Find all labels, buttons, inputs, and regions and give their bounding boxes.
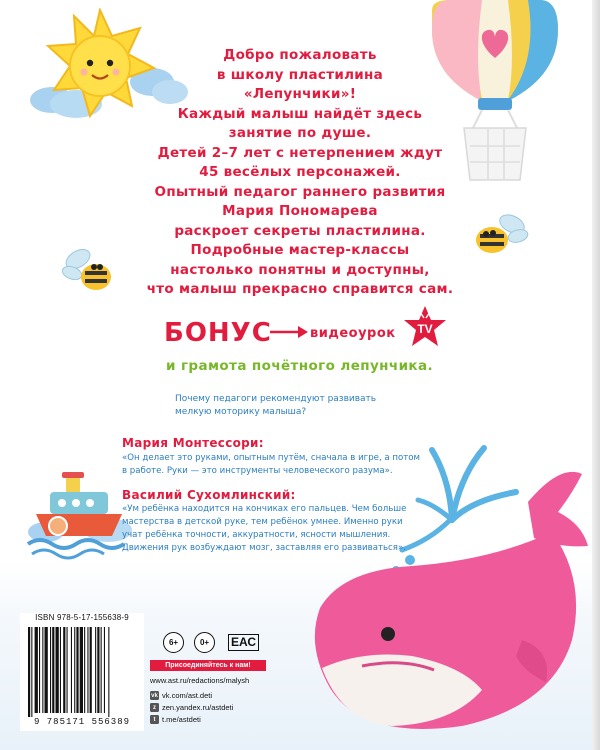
bee-icon — [60, 245, 120, 300]
intro-line: в школу пластилина — [216, 66, 384, 83]
barcode-bar — [63, 627, 65, 713]
social-link-vk[interactable] — [150, 690, 280, 701]
barcode-bar — [35, 627, 38, 713]
intro-line: занятие по душе. — [228, 125, 372, 141]
barcode-bar — [56, 627, 59, 713]
barcode-bar — [71, 627, 72, 713]
barcode-bar — [74, 627, 75, 713]
question-text: Почему педагоги рекомендуют развивать мелкую моторику малыша? — [175, 394, 377, 417]
barcode-bar — [97, 627, 99, 713]
barcode-bar — [95, 627, 96, 713]
intro-line: что малыш прекрасно справится сам. — [146, 281, 454, 297]
intro-line: «Лепунчики»! — [243, 86, 357, 102]
barcode-bar — [60, 627, 61, 713]
intro-line: раскроет секреты пластилина. — [174, 222, 426, 239]
barcode-bar — [101, 627, 102, 713]
barcode-bar — [50, 627, 51, 713]
telegram-link[interactable]: t.me/astdeti — [162, 715, 201, 724]
barcode-bar — [90, 627, 92, 713]
barcode-bar — [76, 627, 78, 713]
site-link[interactable]: www.ast.ru/redactions/malysh — [150, 676, 250, 685]
barcode-bar — [104, 627, 105, 713]
quote-line: мастерства в детской руке, тем ребёнок умнее. Именно руки — [122, 517, 403, 527]
intro-text — [120, 46, 480, 300]
barcode-bar — [42, 627, 43, 713]
barcode-bar — [39, 627, 40, 713]
isbn-label: ISBN 978-5-17-155638-9 — [35, 613, 129, 622]
barcode-bar — [108, 627, 109, 717]
intro-line: настолько понятны и доступны, — [170, 261, 430, 278]
vk-link[interactable]: vk.com/ast.deti — [162, 691, 213, 700]
tv-label: TV — [417, 322, 433, 336]
intro-line: Опытный педагог раннего развития — [154, 183, 446, 200]
tv-star-icon — [402, 304, 448, 348]
intro-line: 45 весёлых персонажей. — [199, 164, 401, 180]
barcode-bar — [80, 627, 83, 713]
quote-line: «Он делает это руками, опытным путём, сначала в игре, а потом — [122, 453, 421, 463]
barcode-bars — [22, 627, 142, 717]
social-link-zen[interactable] — [150, 702, 280, 713]
barcode-bar — [87, 627, 88, 713]
vk-icon: vk — [151, 692, 158, 699]
intro-line: Добро пожаловать — [223, 47, 377, 63]
zen-icon: z — [150, 703, 159, 712]
quote-line: в работе. Руки — это инструменты человеческого разума». — [122, 466, 393, 476]
video-lesson-label: видеоурок — [310, 326, 396, 341]
quote-line: «Ум ребёнка находится на кончиках его пальцев. Чем больше — [122, 504, 407, 514]
intro-line: Каждый малыш найдёт здесь — [177, 105, 423, 122]
bonus-title: БОНУС — [164, 318, 272, 348]
age-rating-badge: 0+ — [194, 632, 215, 653]
intro-line: Мария Пономарева — [222, 203, 378, 219]
bonus-row — [164, 318, 484, 358]
barcode-bar — [84, 627, 85, 713]
quote-text — [122, 503, 406, 555]
zen-link[interactable]: zen.yandex.ru/astdeti — [162, 703, 234, 712]
quote-author: Василий Сухомлинский: — [122, 488, 296, 502]
quote-line: Движения рук возбуждают мозг, заставляя его развиваться». — [122, 543, 406, 553]
barcode-bar — [45, 627, 48, 713]
barcode — [20, 613, 144, 731]
arrow-right-icon — [270, 324, 308, 340]
barcode-bar — [31, 627, 32, 717]
barcode-bar — [67, 627, 68, 713]
barcode-digits: 9 785171 556389 — [33, 717, 130, 727]
social-link-telegram[interactable] — [150, 714, 280, 725]
eac-mark: ЕАС — [228, 634, 259, 651]
telegram-icon: t — [150, 715, 159, 724]
barcode-bar — [28, 627, 30, 717]
join-banner: Присоединяйтесь к нам! — [150, 660, 266, 671]
barcode-bar — [52, 627, 54, 713]
quote-author: Мария Монтессори: — [122, 436, 264, 450]
bonus-subtitle: и грамота почётного лепунчика. — [166, 358, 434, 374]
quote-text — [122, 452, 420, 478]
spine-edge — [592, 0, 600, 750]
quote-line: учат ребёнка точности, аккуратности, ясности мышления. — [122, 530, 391, 540]
intro-line: Подробные мастер-классы — [190, 242, 410, 258]
age-rating-badge: 6+ — [163, 632, 184, 653]
social-link-site[interactable] — [150, 675, 280, 686]
intro-line: Детей 2–7 лет с нетерпением ждут — [157, 144, 443, 161]
